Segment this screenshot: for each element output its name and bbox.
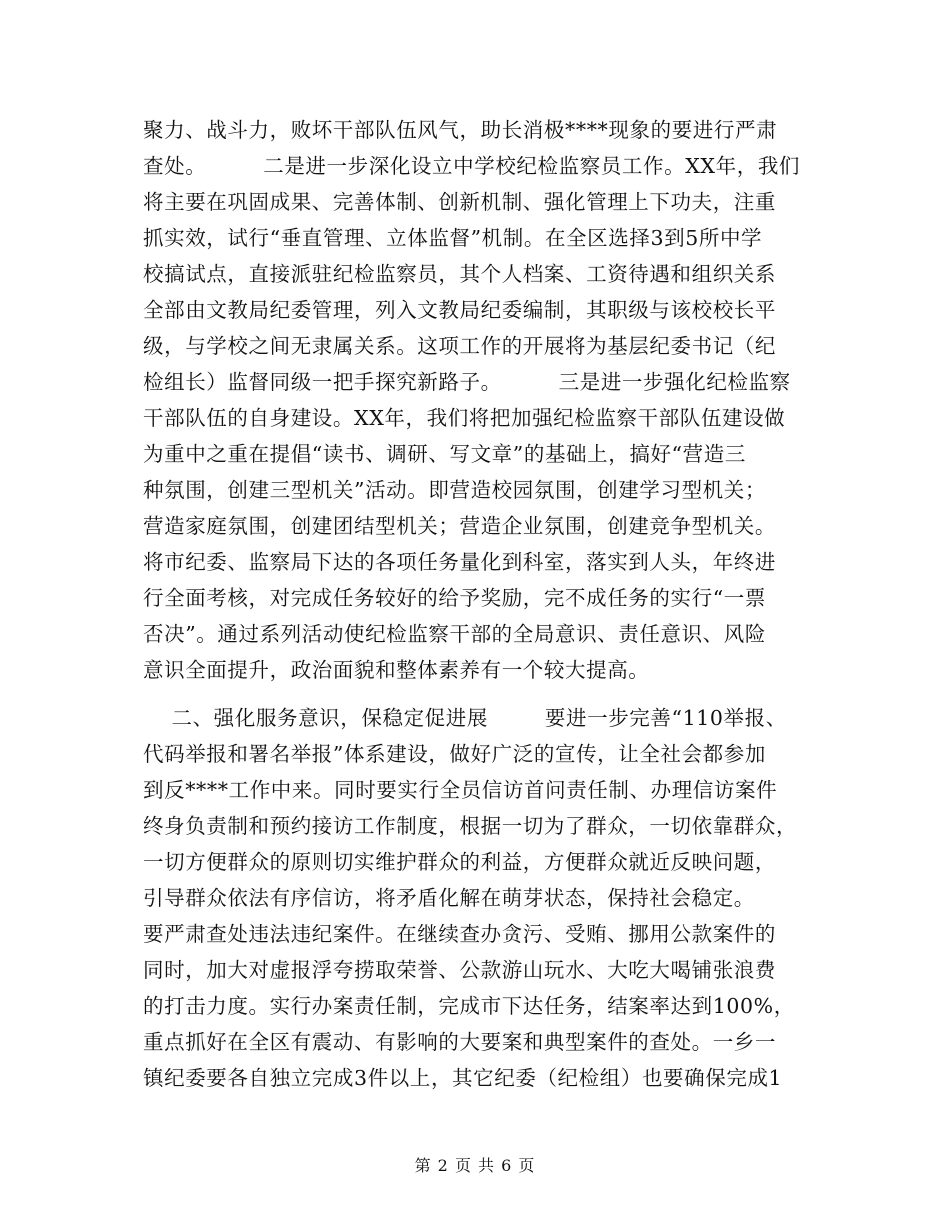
page-number-footer: 第 2 页 共 6 页 xyxy=(414,1156,536,1175)
text-line: 全部由文教局纪委管理，列入文教局纪委编制，其职级与该校校长平 xyxy=(143,298,776,322)
text-line: 要严肃查处违法违纪案件。在继续查办贪污、受贿、挪用公款案件的 xyxy=(143,922,776,946)
text-line: 干部队伍的自身建设。XX年，我们将把加强纪检监察干部队伍建设做 xyxy=(143,406,786,430)
text-line: 抓实效，试行“垂直管理、立体监督”机制。在全区选择3到5所中学 xyxy=(143,226,763,250)
text-line: 级，与学校之间无隶属关系。这项工作的开展将为基层纪委书记（纪 xyxy=(143,334,776,358)
text-line: 镇纪委要各自独立完成3件以上，其它纪委（纪检组）也要确保完成1 xyxy=(143,1066,783,1090)
text-line: 营造家庭氛围，创建团结型机关；营造企业氛围，创建竞争型机关。 xyxy=(143,514,776,538)
text-line: 意识全面提升，政治面貌和整体素养有一个较大提高。 xyxy=(143,658,650,682)
text-line: 代码举报和署名举报”体系建设，做好广泛的宣传，让全社会都参加 xyxy=(143,742,766,766)
text-line: 将主要在巩固成果、完善体制、创新机制、强化管理上下功夫，注重 xyxy=(143,190,776,214)
text-line: 重点抓好在全区有震动、有影响的大要案和典型案件的查处。一乡一 xyxy=(143,1030,776,1054)
text-line: 为重中之重在提倡“读书、调研、写文章”的基础上，搞好“营造三 xyxy=(143,442,746,466)
text-line: 一切方便群众的原则切实维护群众的利益，方便群众就近反映问题， xyxy=(143,850,776,874)
text-line: 引导群众依法有序信访，将矛盾化解在萌芽状态，保持社会稳定。 xyxy=(143,886,755,910)
text-line: 到反****工作中来。同时要实行全员信访首问责任制、办理信访案件 xyxy=(143,778,778,802)
text-line: 聚力、战斗力，败坏干部队伍风气，助长消极****现象的要进行严肃 xyxy=(143,118,778,142)
text-line: 查处。 二是进一步深化设立中学校纪检监察员工作。XX年，我们 xyxy=(143,154,801,178)
text-line: 二、强化服务意识，保稳定促进展 要进一步完善“110举报、 xyxy=(143,706,787,730)
text-line: 同时，加大对虚报浮夸捞取荣誉、公款游山玩水、大吃大喝铺张浪费 xyxy=(143,958,776,982)
text-line: 校搞试点，直接派驻纪检监察员，其个人档案、工资待遇和组织关系 xyxy=(143,262,776,286)
text-line: 的打击力度。实行办案责任制，完成市下达任务，结案率达到100%， xyxy=(143,994,795,1018)
text-line: 种氛围，创建三型机关”活动。即营造校园氛围，创建学习型机关； xyxy=(143,478,766,502)
text-line: 检组长）监督同级一把手探究新路子。 三是进一步强化纪检监察 xyxy=(143,370,791,394)
text-line: 否决”。通过系列活动使纪检监察干部的全局意识、责任意识、风险 xyxy=(143,622,766,646)
text-line: 行全面考核，对完成任务较好的给予奖励，完不成任务的实行“一票 xyxy=(143,586,766,610)
text-line: 将市纪委、监察局下达的各项任务量化到科室，落实到人头，年终进 xyxy=(143,550,776,574)
text-line: 终身负责制和预约接访工作制度，根据一切为了群众，一切依靠群众， xyxy=(143,814,798,838)
